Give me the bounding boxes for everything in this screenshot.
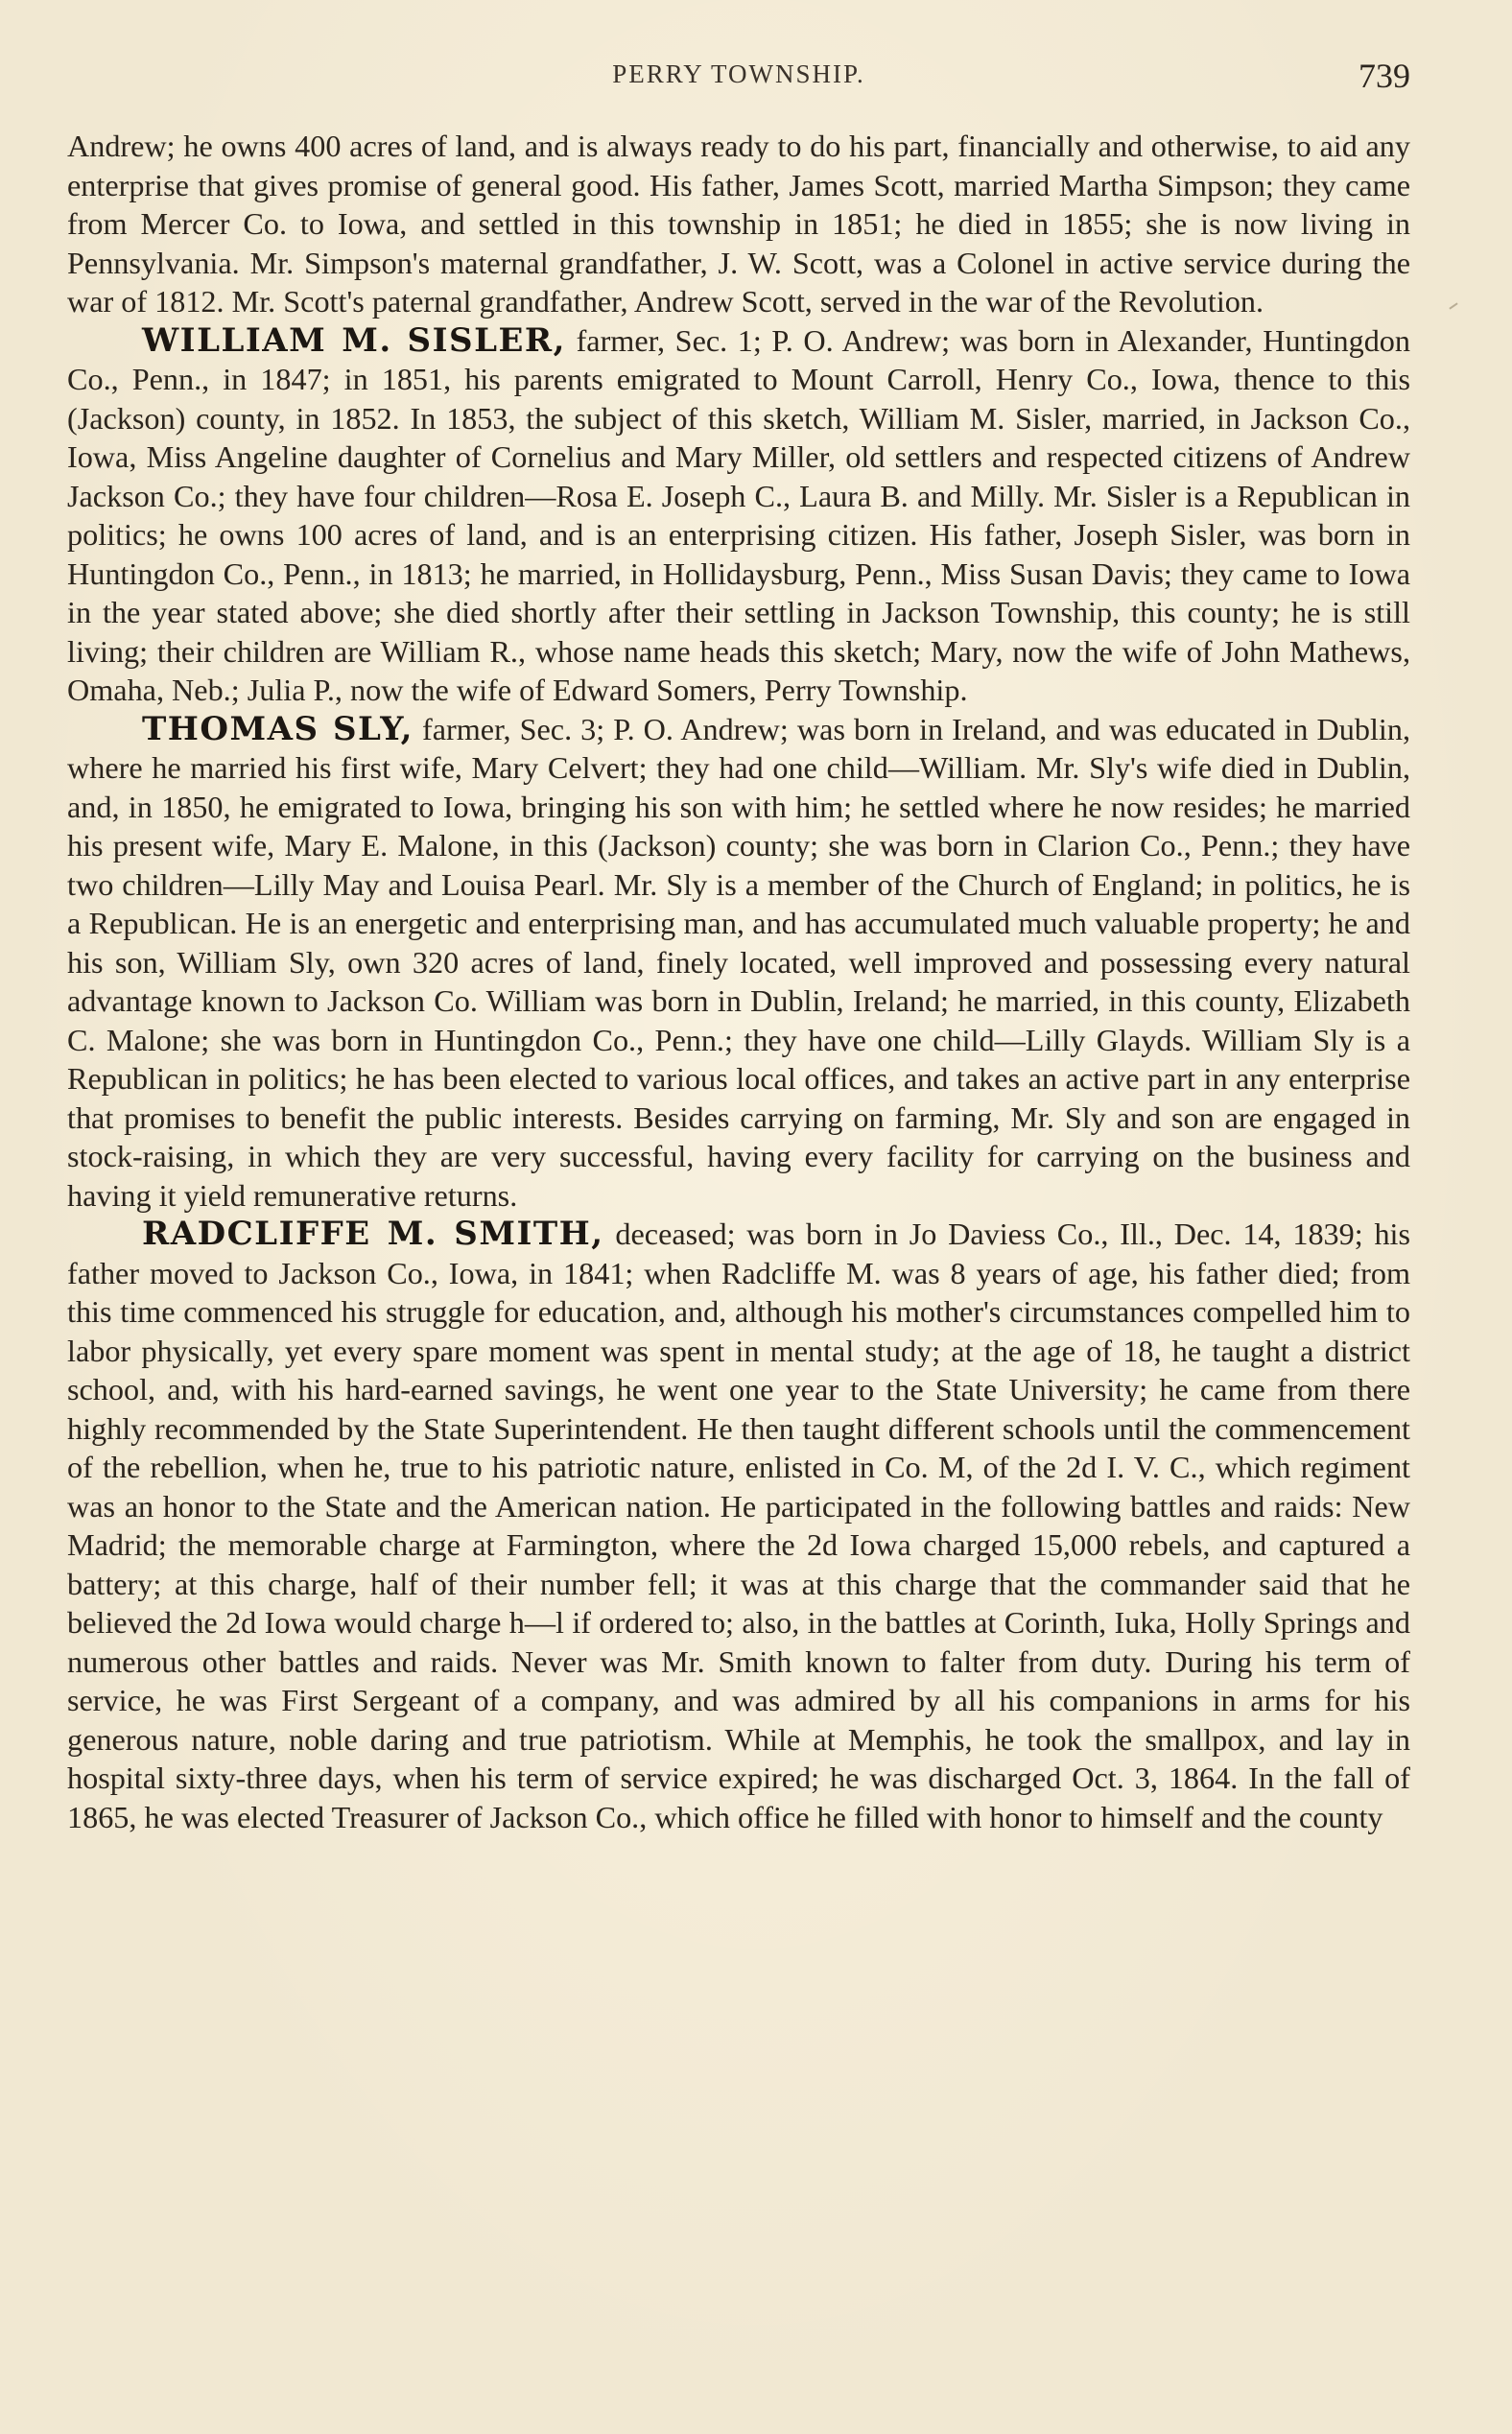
entry-thomas-sly	[67, 710, 1410, 1216]
entry-text: farmer, Sec. 3; P. O. Andrew; was born in Ireland, and was educated in Dublin, where he married his first wife, Mary Celvert; they had one child—William. Mr. Sly's wife died in Dublin, and, in 1850, he emigrated to Iowa, bringing his son with him; he settled where he now resides; he married his present wife, Mary E. Malone, in this (Jackson) county; she was born in Clarion Co., Penn.; they have two children—Lilly May and Louisa Pearl. Mr. Sly is a member of the Church of England; in politics, he is a Republican. He is an energetic and enterprising man, and has accumulated much valuable property; he and his son, William Sly, own 320 acres of land, finely located, well improved and possessing every natural advantage known to Jackson Co. William was born in Dublin, Ireland; he married, in this county, Elizabeth C. Malone; she was born in Huntingdon Co., Penn.; they have one child—Lilly Glayds. William Sly is a Republican in politics; he has been elected to various local offices, and takes an active part in any enterprise that promises to benefit the public interests. Besides carrying on farming, Mr. Sly and son are engaged in stock-raising, in which they are very successful, having every facility for carrying on the business and having it yield remunerative returns.	[67, 711, 1410, 1213]
paragraph-scott-continuation	[67, 127, 1410, 321]
entry-radcliffe-m-smith	[67, 1215, 1410, 1836]
entry-text: deceased; was born in Jo Daviess Co., Ill., Dec. 14, 1839; his father moved to Jackson Co., Iowa, in 1841; when Radcliffe M. was 8 years of age, his father died; from this time commenced his struggle for education, and, although his mother's circumstances compelled him to labor physically, yet every spare moment was spent in mental study; at the age of 18, he taught a district school, and, with his hard-earned savings, he went one year to the State University; he came from there highly recommended by the State Superintendent. He then taught different schools until the commencement of the rebellion, when he, true to his patriotic nature, enlisted in Co. M, of the 2d I. V. C., which regiment was an honor to the State and the American nation. He participated in the following battles and raids: New Madrid; the memorable charge at Farmington, where the 2d Iowa charged 15,000 rebels, and captured a battery; at this charge, half of their number fell; it was at this charge that the commander said that he believed the 2d Iowa would charge h—l if ordered to; also, in the battles at Corinth, Iuka, Holly Springs and numerous other battles and raids. Never was Mr. Smith known to falter from duty. During his term of service, he was First Sergeant of a company, and was admired by all his companions in arms for his generous nature, noble daring and true patriotism. While at Memphis, he took the smallpox, and lay in hospital sixty-three days, when his term of service expired; he was discharged Oct. 3, 1864. In the fall of 1865, he was elected Treasurer of Jackson Co., which office he filled with honor to himself and the county	[67, 1217, 1411, 1834]
entry-william-m-sisler	[67, 321, 1410, 710]
page-number: 739	[1358, 57, 1410, 95]
margin-pencil-mark	[1449, 302, 1457, 309]
page-body	[67, 127, 1410, 1836]
entry-name: THOMAS SLY,	[142, 709, 413, 748]
entry-name: RADCLIFFE M. SMITH,	[142, 1215, 604, 1253]
paragraph-text: Andrew; he owns 400 acres of land, and is always ready to do his part, financially and otherwise, to aid any enterprise that gives promise of general good. His father, James Scott, married Martha Simpson; they came from Mercer Co. to Iowa, and settled in this township in 1851; he died in 1855; she is now living in Pennsylvania. Mr. Simpson's maternal grandfather, J. W. Scott, was a Colonel in active service during the war of 1812. Mr. Scott's paternal grandfather, Andrew Scott, served in the war of the Revolution.	[67, 129, 1410, 319]
running-head: PERRY TOWNSHIP.	[612, 59, 865, 88]
page-header	[67, 56, 1410, 104]
entry-name: WILLIAM M. SISLER,	[142, 320, 566, 360]
entry-text: farmer, Sec. 1; P. O. Andrew; was born in Alexander, Huntingdon Co., Penn., in 1847; in 1851, his parents emigrated to Mount Carroll, Henry Co., Iowa, thence to this (Jackson) county, in 1852. In 1853, the subject of this sketch, William M. Sisler, married, in Jackson Co., Iowa, Miss Angeline daughter of Cornelius and Mary Miller, old settlers and respected citizens of Andrew Jackson Co.; they have four children—Rosa E. Joseph C., Laura B. and Milly. Mr. Sisler is a Republican in politics; he owns 100 acres of land, and is an enterprising citizen. His father, Joseph Sisler, was born in Huntingdon Co., Penn., in 1813; he married, in Hollidaysburg, Penn., Miss Susan Davis; they came to Iowa in the year stated above; she died shortly after their settling in Jackson Township, this county; he is still living; their children are William R., whose name heads this sketch; Mary, now the wife of John Mathews, Omaha, Neb.; Julia P., now the wife of Edward Somers, Perry Township.	[67, 322, 1410, 707]
